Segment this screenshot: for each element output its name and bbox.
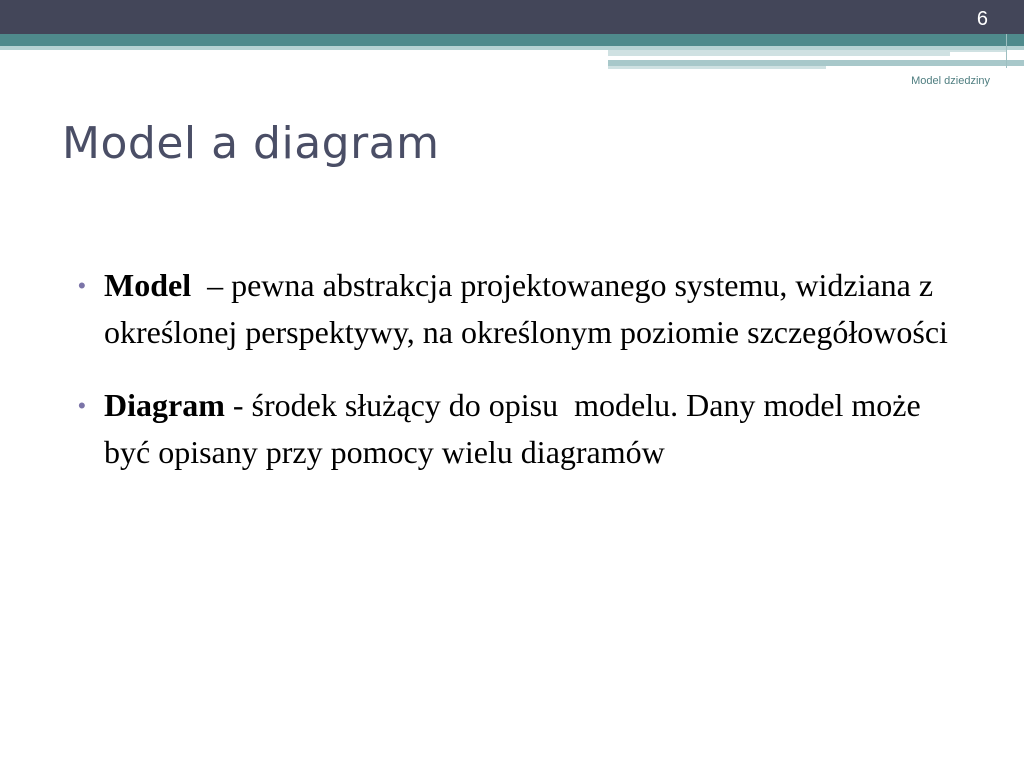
- bullet-term: Diagram: [104, 387, 225, 423]
- decorative-line: [1006, 34, 1007, 68]
- decorative-line: [608, 66, 826, 69]
- bullet-list: [78, 262, 968, 476]
- bullet-item-diagram: [78, 382, 968, 476]
- top-bar: [0, 0, 1024, 34]
- decorative-line: [608, 50, 950, 56]
- slide-title: Model a diagram: [62, 118, 440, 169]
- bullet-icon: •: [78, 393, 86, 418]
- footer-label: Model dziedziny: [911, 75, 990, 87]
- slide-number: 6: [976, 8, 988, 30]
- bullet-icon: •: [78, 273, 86, 298]
- bullet-term: Model: [104, 267, 192, 303]
- decorative-line: [950, 50, 1006, 52]
- bullet-text: – pewna abstrakcja projektowanego systemu, widziana z określonej perspektywy, na określonym poziomie szczegółowości: [104, 267, 948, 350]
- bullet-text: - środek służący do opisu modelu. Dany model może być opisany przy pomocy wielu diagramów: [104, 387, 929, 470]
- accent-band: [0, 34, 1024, 46]
- bullet-item-model: [78, 262, 968, 356]
